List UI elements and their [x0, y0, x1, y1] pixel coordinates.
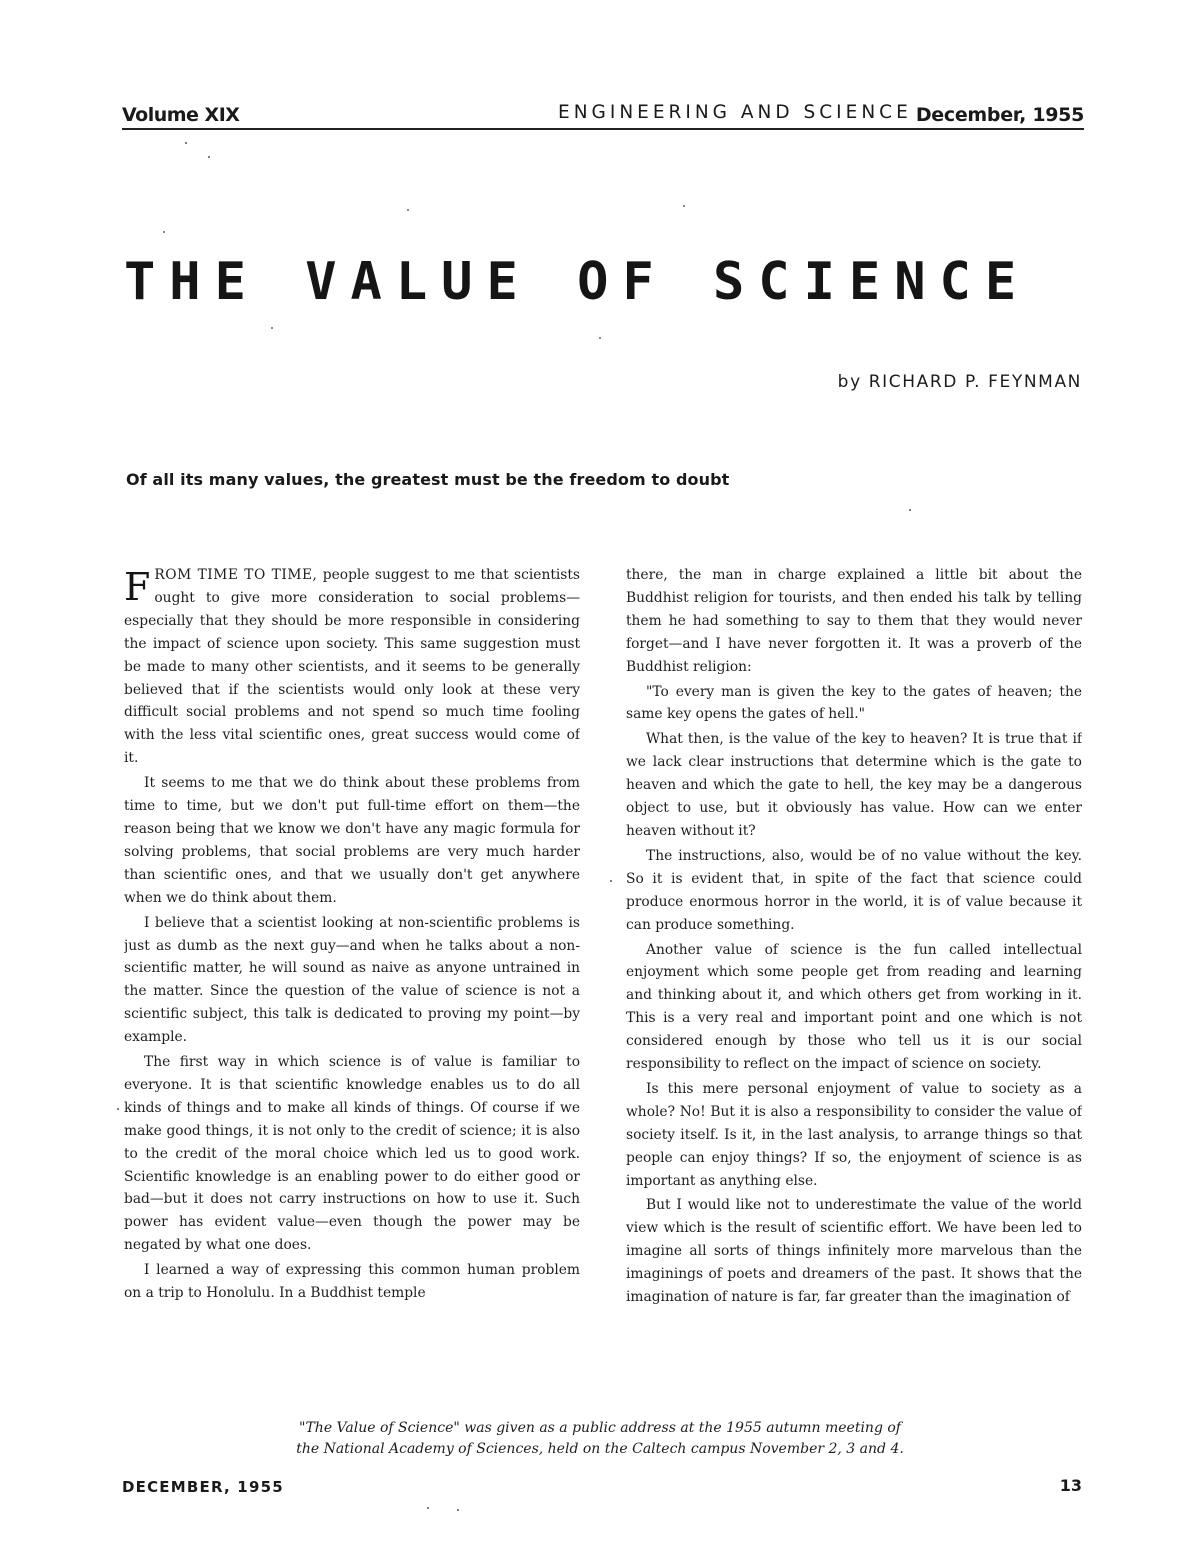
body-paragraph: I learned a way of expressing this common human problem on a trip to Honolulu. In a Buddhist temple	[124, 1262, 580, 1302]
body-paragraph: It seems to me that we do think about these problems from time to time, but we don't put full-time effort on them—the reason being that we know we don't have any magic formula for solving problems, that social problems are very much harder than scientific ones, and that we usually don't get anywhere when we do think about them.	[124, 775, 580, 906]
volume-label: Volume XIX	[122, 104, 240, 126]
footnote	[240, 1418, 960, 1460]
article-subtitle: Of all its many values, the greatest must be the freedom to doubt	[126, 470, 730, 489]
body-paragraph: Another value of science is the fun called intellectual enjoyment which some people get from reading and learning and thinking about it, and which others get from working in it. This is a very real and important point and one which is not considered enough by those who tell us it is our social responsibility to reflect on the impact of science on society.	[626, 941, 1082, 1073]
body-paragraph: I believe that a scientist looking at non-scientific problems is just as dumb as the next guy—and when he talks about a non-scientific matter, he will sound as naive as anyone untrained in the matter. Since the question of the value of science is not a scientific subject, this talk is dedicated to proving my point—by example.	[124, 914, 580, 1046]
footer-issue: DECEMBER, 1955	[122, 1478, 284, 1496]
body-paragraph	[124, 564, 580, 770]
body-column-right	[626, 564, 1082, 1396]
paragraph-text: people suggest to me that scientists ought to give more consideration to social problems—especially that they should be more responsible in considering the impact of science upon society. This same suggestion must be made to many other scientists, and it seems to be generally believed that if the scientists would only look at these very difficult social problems and not spend so much time fooling with the less vital scientific ones, great success would come of it.	[124, 567, 580, 767]
article-title: THE VALUE OF SCIENCE	[124, 252, 1031, 312]
footnote-line: the National Academy of Sciences, held on the Caltech campus November 2, 3 and 4.	[296, 1441, 904, 1457]
header-rule	[122, 128, 1084, 130]
lead-in-caps: ROM TIME TO TIME,	[154, 567, 318, 583]
footnote-line: "The Value of Science" was given as a public address at the 1955 autumn meeting of	[299, 1420, 901, 1436]
body-paragraph: "To every man is given the key to the gates of heaven; the same key opens the gates of hell."	[626, 683, 1082, 723]
body-paragraph: there, the man in charge explained a little bit about the Buddhist religion for tourists, and then ended his talk by telling them he had something to say to them that they would never forget—and I have never forgotten it. It was a proverb of the Buddhist religion:	[626, 567, 1082, 675]
body-paragraph: But I would like not to underestimate the value of the world view which is the result of scientific effort. We have been led to imagine all sorts of things infinitely more marvelous than the imaginings of poets and dreamers of the past. It shows that the imagination of nature is far, far greater than the imagination of	[626, 1197, 1082, 1306]
body-paragraph: The instructions, also, would be of no value without the key. So it is evident that, in spite of the fact that science could produce enormous horror in the world, it is of value because it can produce something.	[626, 847, 1082, 933]
drop-cap: F	[124, 565, 151, 609]
author-byline: by RICHARD P. FEYNMAN	[837, 372, 1082, 392]
issue-date: December, 1955	[915, 104, 1084, 126]
journal-name: ENGINEERING AND SCIENCE	[558, 102, 912, 123]
body-column-left	[124, 564, 580, 1396]
body-paragraph: The first way in which science is of value is familiar to everyone. It is that scientific knowledge enables us to do all kinds of things and to make all kinds of things. Of course if we make good things, it is not only to the credit of science; it is also to the credit of the moral choice which led us to good work. Scientific knowledge is an enabling power to do either good or bad—but it does not carry instructions on how to use it. Such power has evident value—even though the power may be negated by what one does.	[124, 1054, 580, 1254]
running-header	[122, 98, 1084, 134]
page-number: 13	[1059, 1476, 1082, 1495]
body-paragraph: Is this mere personal enjoyment of value to society as a whole? No! But it is also a responsibility to consider the value of society itself. Is it, in the last analysis, to arrange things so that people can enjoy things? If so, the enjoyment of science is as important as anything else.	[626, 1080, 1082, 1189]
body-paragraph: What then, is the value of the key to heaven? It is true that if we lack clear instructions that determine which is the gate to heaven and which the gate to hell, the key may be a dangerous object to use, but it obviously has value. How can we enter heaven without it?	[626, 731, 1082, 839]
